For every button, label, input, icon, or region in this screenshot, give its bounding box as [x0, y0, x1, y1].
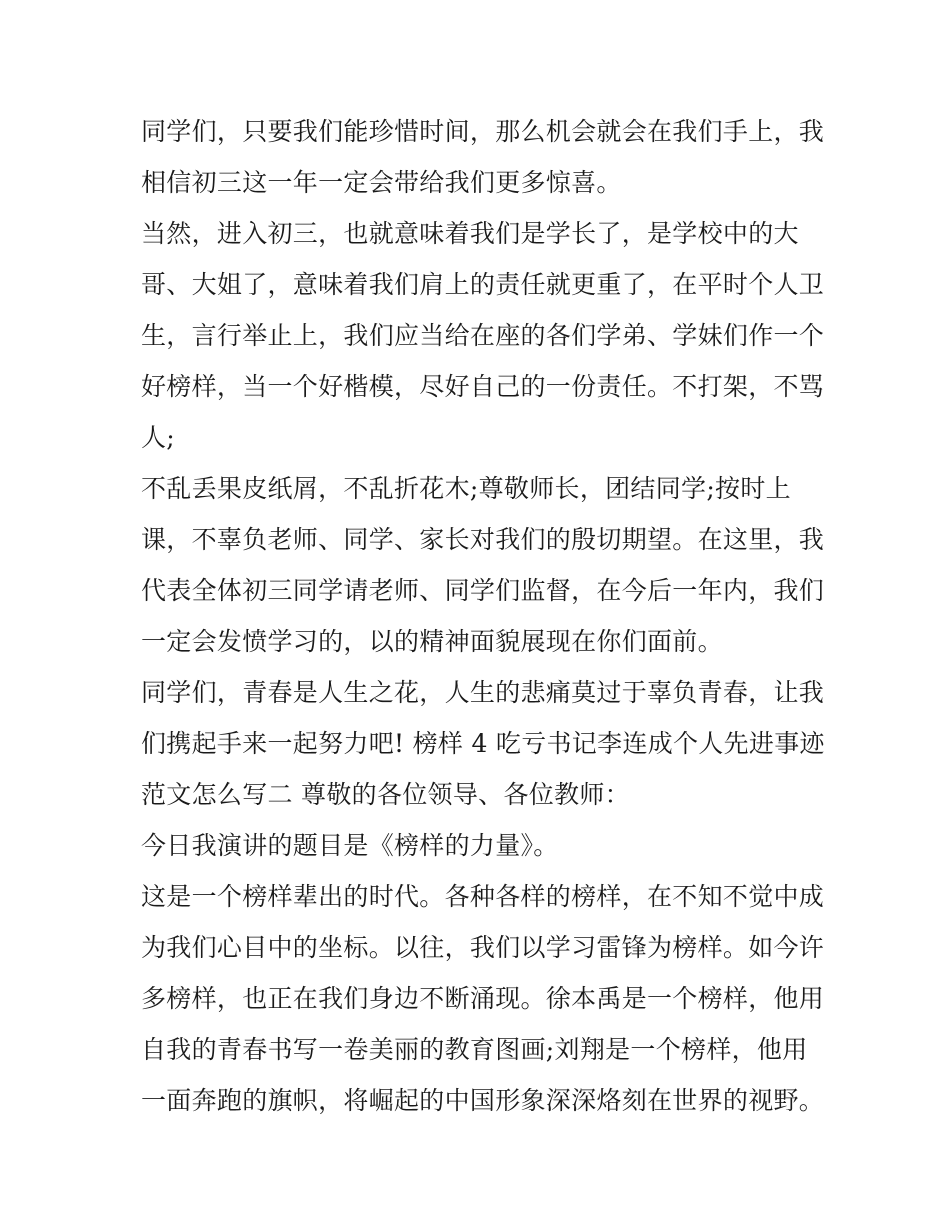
text-line: 同学们，只要我们能珍惜时间，那么机会就会在我们手上，我: [141, 117, 825, 146]
text-line: 自我的青春书写一卷美丽的教育图画;刘翔是一个榜样，他用: [141, 1035, 808, 1064]
text-line: 代表全体初三同学请老师、同学们监督，在今后一年内，我们: [141, 576, 825, 605]
text-line: 当然，进入初三，也就意味着我们是学长了，是学校中的大: [141, 219, 799, 248]
text-line: 课，不辜负老师、同学、家长对我们的殷切期望。在这里，我: [141, 525, 825, 554]
text-line: 同学们，青春是人生之花，人生的悲痛莫过于辜负青春，让我: [141, 678, 825, 707]
text-line: 这是一个榜样辈出的时代。各种各样的榜样，在不知不觉中成: [141, 882, 825, 911]
text-line: 一面奔跑的旗帜，将崛起的中国形象深深烙刻在世界的视野。: [141, 1086, 825, 1115]
text-line: 一定会发愤学习的，以的精神面貌展现在你们面前。: [141, 627, 723, 656]
text-line: 好榜样，当一个好楷模，尽好自己的一份责任。不打架，不骂: [141, 372, 825, 401]
text-line: 为我们心目中的坐标。以往，我们以学习雷锋为榜样。如今许: [141, 933, 825, 962]
text-line: 今日我演讲的题目是《榜样的力量》。: [141, 831, 559, 860]
text-line: 们携起手来一起努力吧! 榜样 4 吃亏书记李连成个人先进事迹: [141, 729, 825, 758]
text-line: 范文怎么写二 尊敬的各位领导、各位教师：: [141, 780, 630, 809]
text-line: 多榜样，也正在我们身边不断涌现。徐本禹是一个榜样，他用: [141, 984, 825, 1013]
text-line: 人;: [141, 423, 176, 452]
text-line: 哥、大姐了，意味着我们肩上的责任就更重了，在平时个人卫: [141, 270, 825, 299]
text-line: 相信初三这一年一定会带给我们更多惊喜。: [141, 168, 622, 197]
body-text: [141, 106, 825, 1126]
text-line: 不乱丢果皮纸屑，不乱折花木;尊敬师长，团结同学;按时上: [141, 474, 791, 503]
text-line: 生，言行举止上，我们应当给在座的各们学弟、学妹们作一个: [141, 321, 825, 350]
